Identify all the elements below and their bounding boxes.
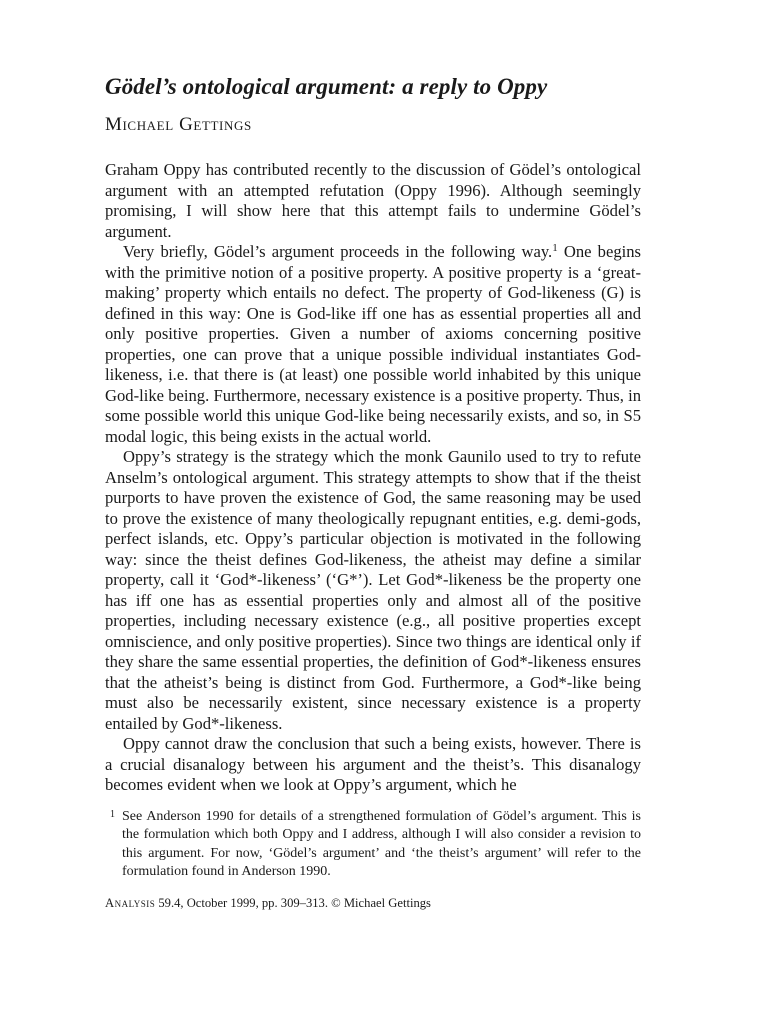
article-page [105, 72, 641, 911]
body-text: Very briefly, Gödel’s argument proceeds in the following way. [123, 242, 553, 261]
footnote-text: See Anderson 1990 for details of a strengthened formulation of Gödel’s argument. This is the formulation which both Oppy and I address, although I will also consider a revision to this argument. For now, ‘Gödel’s argument’ and ‘the theist’s argument’ will refer to the formulation found in Anderson 1990. [122, 808, 641, 879]
footnote [105, 808, 641, 882]
article-title: Gödel’s ontological argument: a reply to Oppy [105, 74, 548, 99]
body-paragraph: Graham Oppy has contributed recently to the discussion of Gödel’s ontological argument with an attempted refutation (Oppy 1996). Although seemingly promising, I will show here that this attempt fails to undermine Gödel’s argument. [105, 160, 641, 241]
body-paragraph: Oppy cannot draw the conclusion that such a being exists, however. There is a crucial disanalogy between his argument and the theist’s. This disanalogy becomes evident when we look at Oppy’s argument, which he [105, 734, 641, 794]
footnote-marker: 1 [110, 808, 115, 820]
journal-name: Analysis [105, 895, 156, 910]
article-author: Michael Gettings [105, 114, 252, 135]
body-paragraph: Oppy’s strategy is the strategy which the monk Gaunilo used to try to refute Anselm’s ontological argument. This strategy attempts to show that if the theist purports to have proven the existence of God, the same reasoning may be used to prove the existence of many theologically repugnant entities, e.g. demi-gods, perfect islands, etc. Oppy’s particular objection is motivated in the following way: since the theist defines God-likeness, the atheist may define a similar property, call it ‘God*-likeness’ (‘G*’). Let God*-likeness be the property one has iff one has as essential properties only and almost all of the positive properties, including necessary existence (e.g., all positive properties except omniscience, and only positive properties). Since two things are identical only if they share the same essential properties, the definition of God*-likeness ensures that the atheist’s being is distinct from God. Furthermore, a God*-like being must also be necessarily existent, since necessary existence is a property entailed by God*-likeness. [105, 447, 641, 733]
journal-citation [105, 895, 641, 911]
body-paragraph [105, 242, 641, 447]
body-text: One begins with the primitive notion of a positive property. A positive property is a ‘great-making’ property which entails no defect. The property of God-likeness (G) is defined in this way: One is God-like iff one has as essential properties all and only positive properties. Given a number of axioms concerning positive properties, one can prove that a unique possible individual instantiates God-likeness, i.e. that there is (at least) one possible world inhabited by this unique God-like being. Furthermore, necessary existence is a positive property. Thus, in some possible world this unique God-like being necessarily exists, and so, in S5 modal logic, this being exists in the actual world. [105, 242, 641, 446]
journal-details: 59.4, October 1999, pp. 309–313. © Michael Gettings [155, 895, 431, 910]
article-body [105, 160, 641, 796]
footnote-reference: 1 [552, 242, 558, 254]
